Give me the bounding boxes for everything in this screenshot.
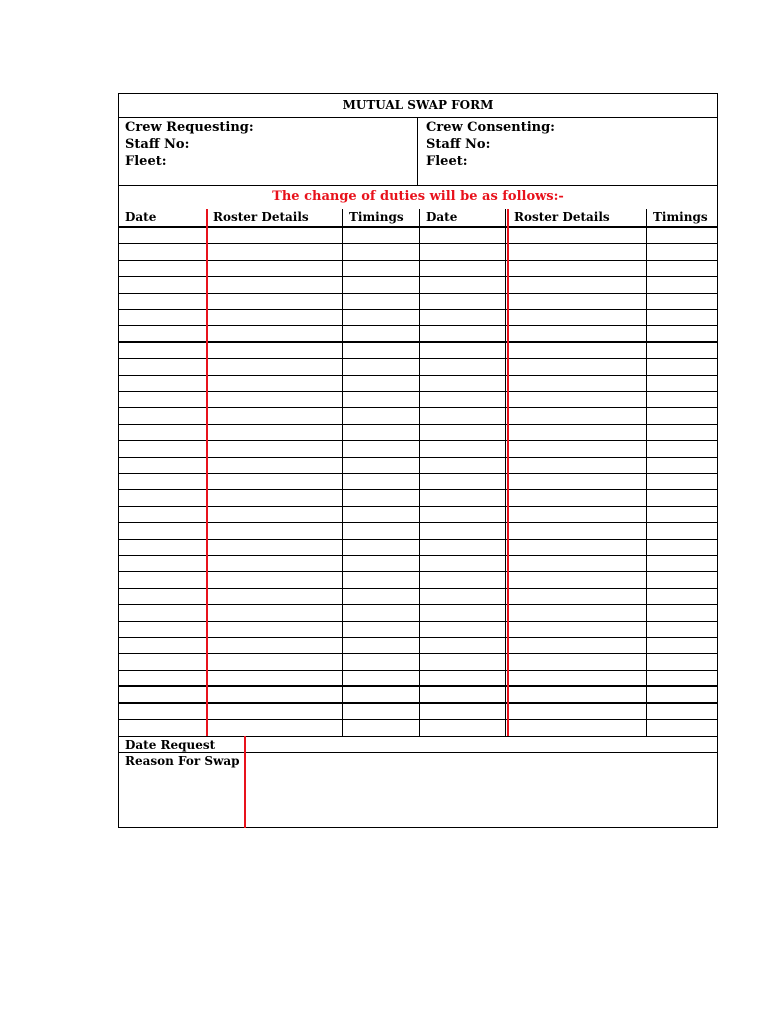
table-row-line — [119, 621, 717, 622]
column-divider — [505, 209, 506, 736]
red-column-divider — [206, 209, 208, 736]
table-row-line — [119, 685, 717, 687]
crew-requesting-label: Crew Requesting: — [125, 120, 254, 135]
requesting-fleet-label: Fleet: — [125, 154, 167, 169]
mutual-swap-form — [118, 93, 718, 828]
table-row-line — [119, 670, 717, 671]
table-row-line — [119, 358, 717, 359]
table-row-line — [119, 293, 717, 294]
table-row-line — [119, 325, 717, 326]
crew-requesting-section — [119, 118, 418, 185]
table-row-line — [119, 243, 717, 244]
reason-for-swap-row — [119, 752, 717, 828]
header-date-requesting: Date — [125, 210, 157, 224]
table-row-line — [119, 571, 717, 572]
consenting-staff-no-label: Staff No: — [426, 137, 491, 152]
bottom-divider — [244, 736, 246, 828]
consenting-fleet-label: Fleet: — [426, 154, 468, 169]
table-row-line — [119, 473, 717, 474]
table-row-line — [119, 407, 717, 408]
reason-for-swap-label: Reason For Swap — [125, 754, 240, 768]
table-row-line — [119, 506, 717, 507]
form-title: MUTUAL SWAP FORM — [119, 94, 717, 118]
table-row-line — [119, 702, 717, 704]
crew-consenting-label: Crew Consenting: — [426, 120, 555, 135]
crew-consenting-section — [418, 118, 717, 185]
table-row-line — [119, 539, 717, 540]
column-divider — [342, 209, 343, 736]
header-timings-requesting: Timings — [349, 210, 404, 224]
header-roster-details-consenting: Roster Details — [514, 210, 610, 224]
table-row-line — [119, 391, 717, 392]
header-roster-details-requesting: Roster Details — [213, 210, 309, 224]
table-row-line — [119, 719, 717, 720]
column-divider — [419, 209, 420, 736]
table-row-line — [119, 604, 717, 605]
column-divider — [646, 209, 647, 736]
red-column-divider — [507, 209, 509, 736]
header-date-consenting: Date — [426, 210, 458, 224]
duty-swap-table — [119, 209, 717, 736]
table-row-line — [119, 588, 717, 589]
date-request-label: Date Request — [125, 738, 216, 752]
table-row-line — [119, 555, 717, 556]
table-row-line — [119, 522, 717, 523]
table-row-line — [119, 637, 717, 638]
table-row-line — [119, 260, 717, 261]
table-row-line — [119, 489, 717, 490]
date-request-row — [119, 736, 717, 752]
table-row-line — [119, 440, 717, 441]
table-row-line — [119, 276, 717, 277]
table-row-line — [119, 375, 717, 376]
requesting-staff-no-label: Staff No: — [125, 137, 190, 152]
table-row-line — [119, 226, 717, 228]
change-of-duties-note: The change of duties will be as follows:- — [119, 185, 717, 209]
header-timings-consenting: Timings — [653, 210, 708, 224]
table-row-line — [119, 424, 717, 425]
table-row-line — [119, 653, 717, 654]
table-row-line — [119, 457, 717, 458]
table-row-line — [119, 309, 717, 310]
table-row-line — [119, 341, 717, 343]
